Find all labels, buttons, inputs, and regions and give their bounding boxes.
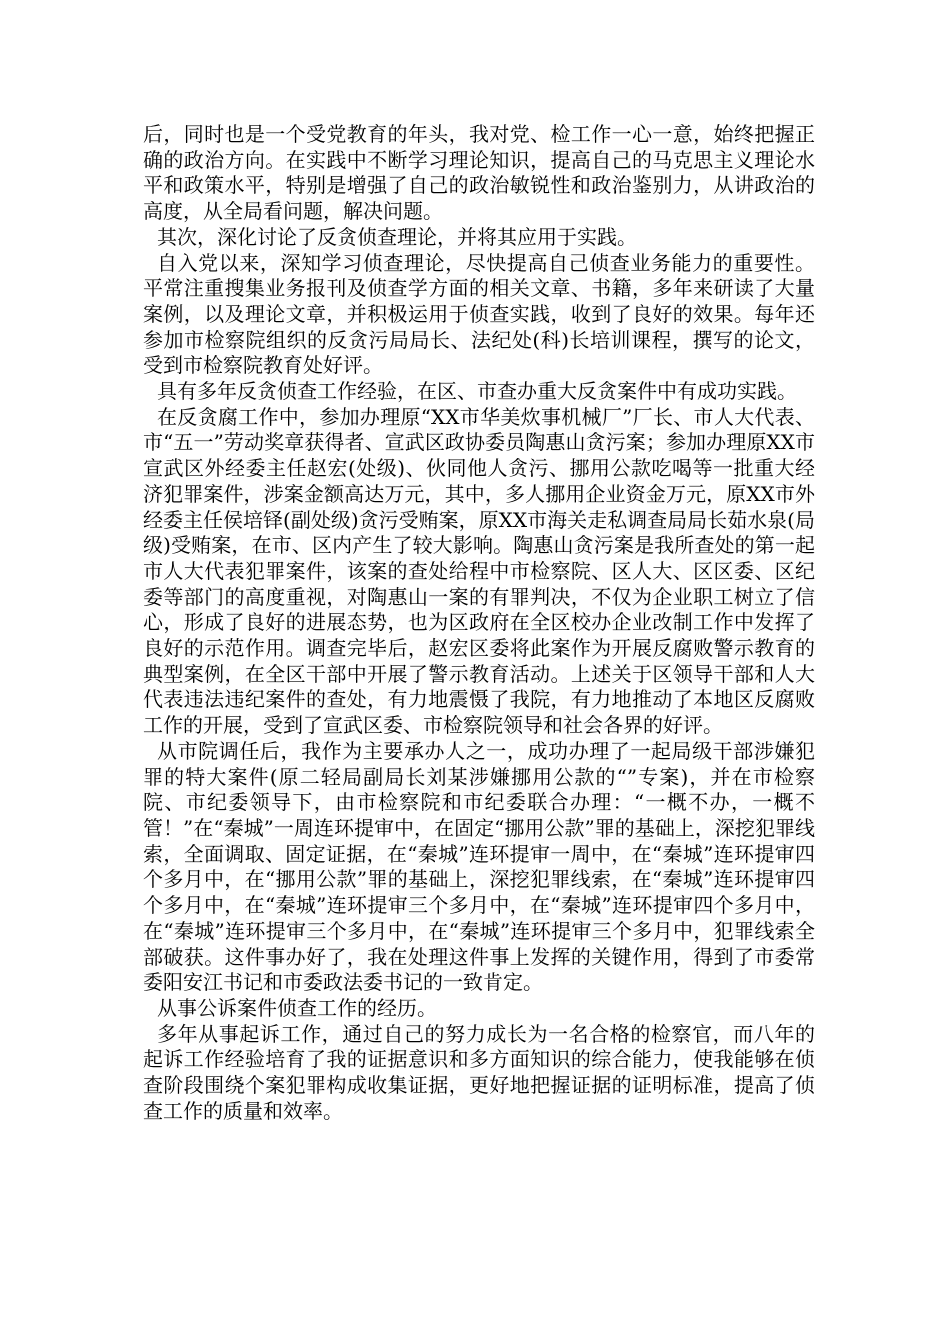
paragraph: 具有多年反贪侦查工作经验，在区、市查办重大反贪案件中有成功实践。	[157, 379, 797, 404]
paragraph: 在反贪腐工作中，参加办理原“XX市华美炊事机械厂”厂长、市人大代表、市“五一”劳动奖章获得者、宣武区政协委员陶惠山贪污案；参加办理原XX市宣武区外经委主任赵宏(处级)、伙同他人贪污、挪用公款吃喝等一批重大经济犯罪案件，涉案金额高达万元，其中，多人挪用企业资金万元，原XX市外经委主任侯培铎(副处级)贪污受贿案，原XX市海关走私调查局局长茹水泉(局级)受贿案，在市、区内产生了较大影响。陶惠山贪污案是我所查处的第一起市人大代表犯罪案件，该案的查处给程中市检察院、区人大、区区委、区纪委等部门的高度重视，对陶惠山一案的有罪判决，不仅为企业职工树立了信心，形成了良好的进展态势，也为区政府在全区校办企业改制工作中发挥了良好的示范作用。调查完毕后，赵宏区委将此案作为开展反腐败警示教育的典型案例，在全区干部中开展了警示教育活动。上述关于区领导干部和人大代表违法违纪案件的查处，有力地震慑了我院，有力地推动了本地区反腐败工作的开展，受到了宣武区委、市检察院领导和社会各界的好评。	[143, 404, 815, 738]
paragraph: 多年从事起诉工作，通过自己的努力成长为一名合格的检察官，而八年的起诉工作经验培育了我的证据意识和多方面知识的综合能力，使我能够在侦查阶段围绕个案犯罪构成收集证据，更好地把握证据的证明标准，提高了侦查工作的质量和效率。	[143, 1021, 815, 1123]
paragraph: 从市院调任后，我作为主要承办人之一，成功办理了一起局级干部涉嫌犯罪的特大案件(原二轻局副局长刘某涉嫌挪用公款的“”专案)，并在市检察院、市纪委领导下，由市检察院和市纪委联合办理：“一概不办，一概不管！”在“秦城”一周连环提审中，在固定“挪用公款”罪的基础上，深挖犯罪线索，全面调取、固定证据，在“秦城”连环提审一周中，在“秦城”连环提审四个多月中，在“挪用公款”罪的基础上，深挖犯罪线索，在“秦城”连环提审四个多月中，在“秦城”连环提审三个多月中，在“秦城”连环提审四个多月中，在“秦城”连环提审三个多月中，在“秦城”连环提审三个多月中，犯罪线索全部破获。这件事办好了，我在处理这件事上发挥的关键作用，得到了市委常委阳安江书记和市委政法委书记的一致肯定。	[143, 738, 815, 995]
paragraph: 从事公诉案件侦查工作的经历。	[157, 995, 437, 1020]
document-body	[143, 122, 815, 1124]
paragraph: 其次，深化讨论了反贪侦查理论，并将其应用于实践。	[157, 224, 637, 249]
paragraph: 自入党以来，深知学习侦查理论，尽快提高自己侦查业务能力的重要性。平常注重搜集业务报刊及侦查学方面的相关文章、书籍，多年来研读了大量案例，以及理论文章，并积极运用于侦查实践，收到了良好的效果。每年还参加市检察院组织的反贪污局局长、法纪处(科)长培训课程，撰写的论文，受到市检察院教育处好评。	[143, 250, 815, 378]
paragraph: 后，同时也是一个受党教育的年头，我对党、检工作一心一意，始终把握正确的政治方向。在实践中不断学习理论知识，提高自己的马克思主义理论水平和政策水平，特别是增强了自己的政治敏锐性和政治鉴别力，从讲政治的高度，从全局看问题，解决问题。	[143, 122, 815, 224]
